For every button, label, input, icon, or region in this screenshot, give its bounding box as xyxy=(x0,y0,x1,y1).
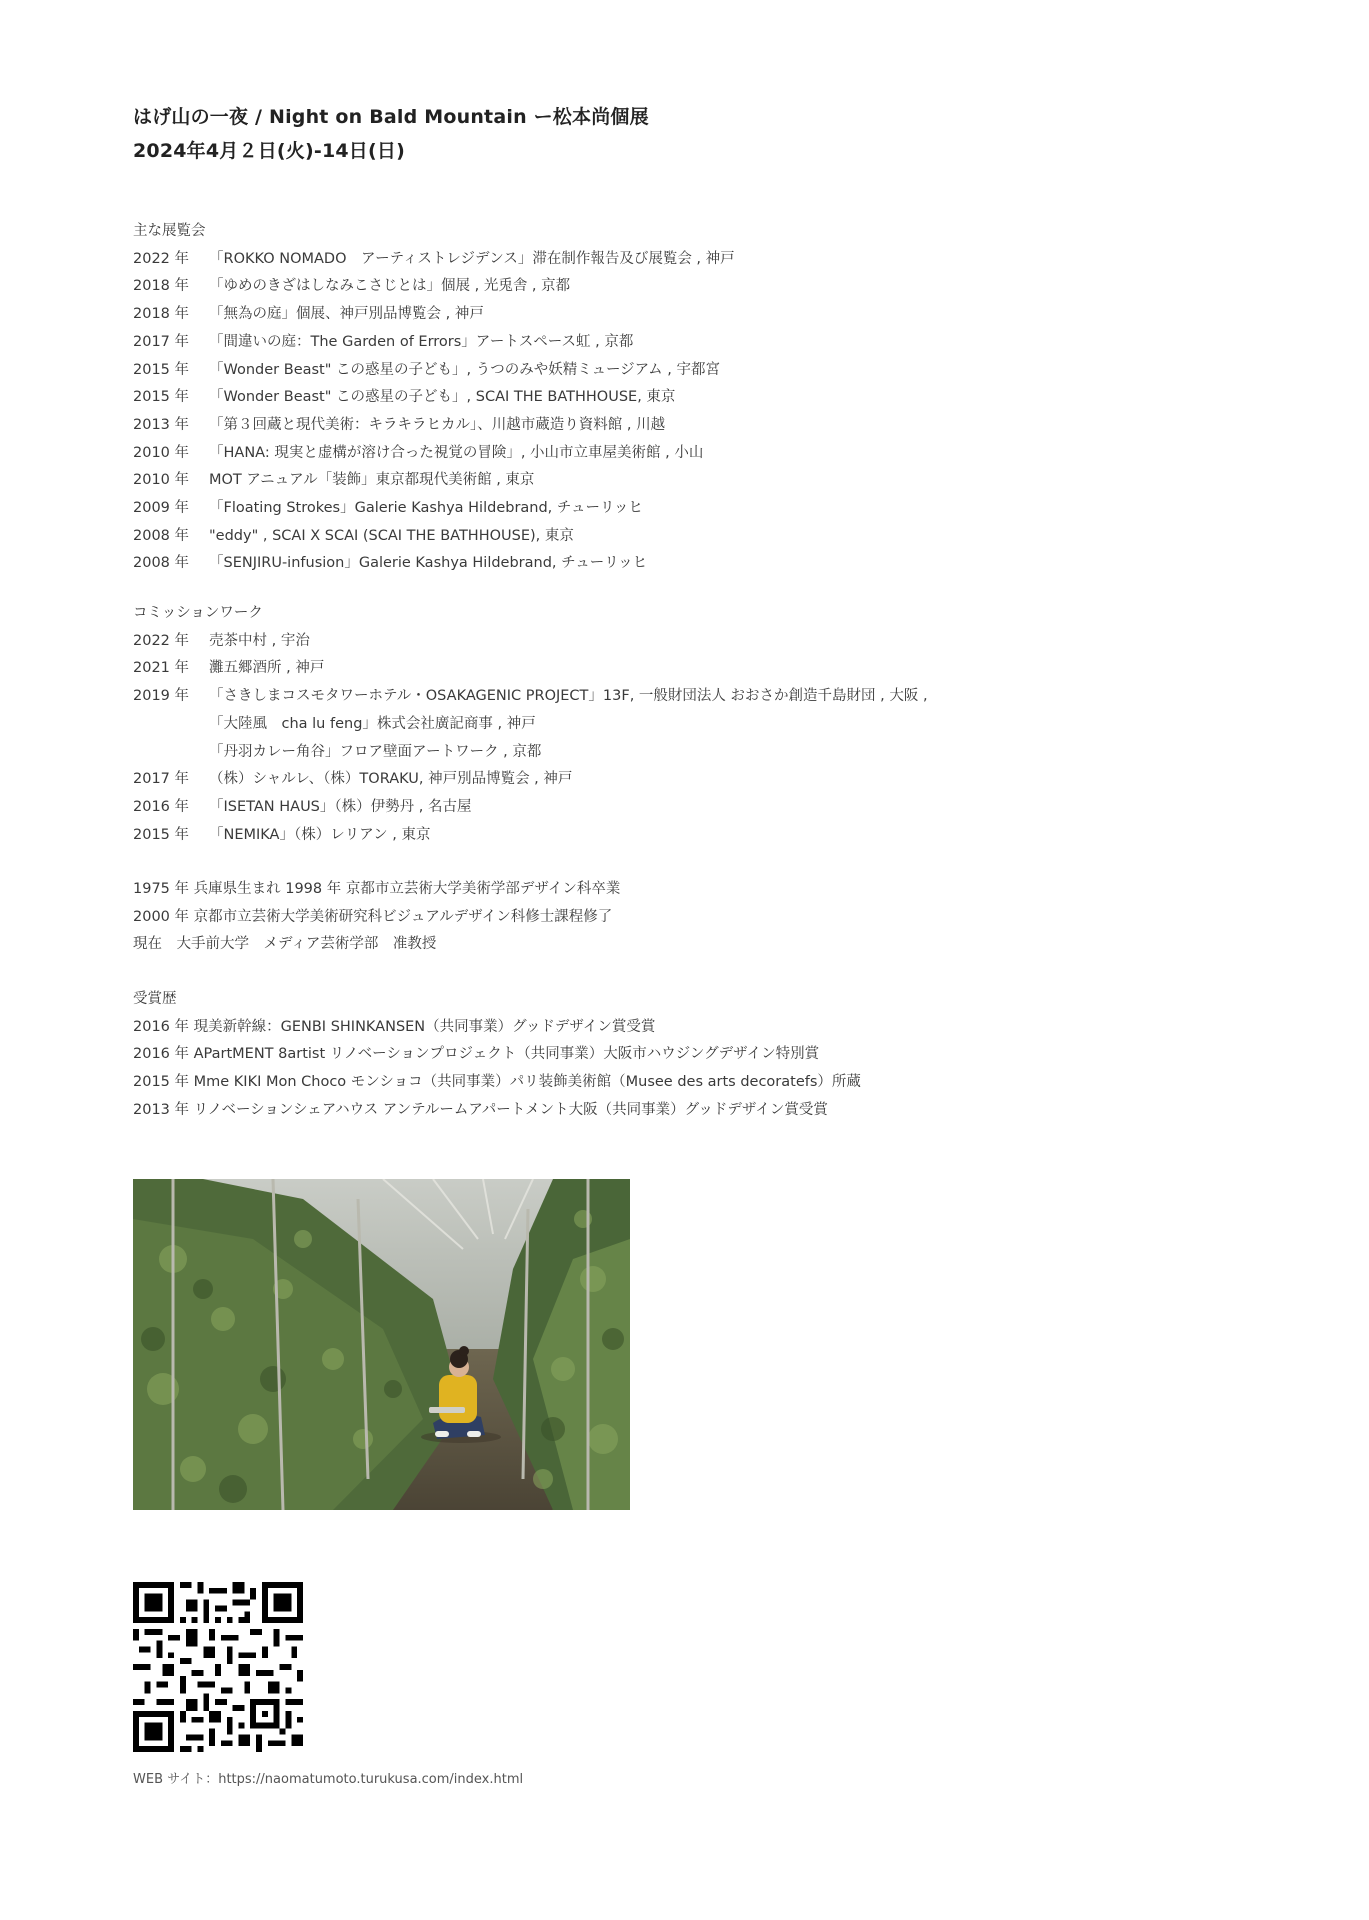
list-item: 2017 年 「間違いの庭：The Garden of Errors」アートスペース虹 , 京都 xyxy=(133,333,634,350)
biography-section xyxy=(133,876,620,959)
list-item: 2018 年 「無為の庭」個展、神戸別品博覧会 , 神戸 xyxy=(133,306,484,323)
list-item: 2015 年 「Wonder Beast" この惑星の子ども」, うつのみや妖精ミュージアム , 宇都宮 xyxy=(133,361,720,378)
list-item: 2018 年 「ゆめのきざはしなみこさじとは」個展 , 光兎舎 , 京都 xyxy=(133,278,571,295)
qr-code[interactable] xyxy=(133,1582,303,1752)
list-item: 2015 年 「Wonder Beast" この惑星の子ども」, SCAI THE BATHHOUSE, 東京 xyxy=(133,389,676,406)
list-item: 2022 年 売茶中村 , 宇治 xyxy=(133,632,310,649)
award-item: 2016 年 現美新幹線：GENBI SHINKANSEN（共同事業）グッドデザイン賞受賞 xyxy=(133,1018,656,1035)
commissions-section xyxy=(133,600,928,849)
bio-line: 1975 年 兵庫県生まれ 1998 年 京都市立芸術大学美術学部デザイン科卒業 xyxy=(133,881,621,897)
award-item: 2013 年 リノベーションシェアハウス アンテルームアパートメント大阪（共同事業）グッドデザイン賞受賞 xyxy=(133,1101,828,1118)
list-item: 2010 年 「HANA: 現実と虚構が溶け合った視覚の冒険」, 小山市立車屋美術館 , 小山 xyxy=(133,444,704,461)
list-item: 2019 年 「さきしまコスモタワーホテル・OSAKAGENIC PROJECT」13F, 一般財団法人 おおさか創造千島財団 , 大阪 , xyxy=(133,688,928,705)
list-item: 2021 年 灘五郷酒所 , 神戸 xyxy=(133,660,325,677)
list-item: 2008 年 「SENJIRU-infusion」Galerie Kashya Hildebrand, チューリッヒ xyxy=(133,555,648,572)
list-item: 「大陸風 cha lu feng」株式会社廣記商事 , 神戸 xyxy=(209,715,536,732)
title-line-1: はげ山の一夜 / Night on Bald Mountain ー松本尚個展 xyxy=(133,106,649,128)
list-item: 2008 年 "eddy" , SCAI X SCAI (SCAI THE BATHHOUSE), 東京 xyxy=(133,527,574,544)
awards-section xyxy=(133,986,861,1125)
exhibition-title xyxy=(133,100,649,168)
award-item: 2015 年 Mme KIKI Mon Choco モンショコ（共同事業）パリ装飾美術館（Musee des arts decoratefs）所蔵 xyxy=(133,1074,861,1091)
title-dates: 2024年4月２日(火)-14日(日) xyxy=(133,140,405,162)
artist-greenhouse-photo xyxy=(133,1179,630,1510)
list-item: 2010 年 MOT アニュアル「装飾」東京都現代美術館 , 東京 xyxy=(133,472,535,489)
section-heading: 主な展覧会 xyxy=(133,223,206,239)
list-item: 2015 年 「NEMIKA」（株）レリアン , 東京 xyxy=(133,826,431,843)
list-item: 2022 年 「ROKKO NOMADO アーティストレジデンス」滞在制作報告及び展覧会 , 神戸 xyxy=(133,250,735,267)
exhibitions-section xyxy=(133,218,735,578)
list-item: 2013 年 「第３回蔵と現代美術：キラキラヒカル」、川越市蔵造り資料館 , 川越 xyxy=(133,416,666,433)
award-item: 2016 年 APartMENT 8artist リノベーションプロジェクト（共同事業）大阪市ハウジングデザイン特別賞 xyxy=(133,1046,820,1063)
bio-line: 現在 大手前大学 メディア芸術学部 准教授 xyxy=(133,936,437,953)
list-item: 2016 年 「ISETAN HAUS」（株）伊勢丹 , 名古屋 xyxy=(133,798,472,815)
list-item: 「丹羽カレー角谷」フロア壁面アートワーク , 京都 xyxy=(209,743,542,760)
website-link[interactable]: WEB サイト：https://naomatumoto.turukusa.com/index.html xyxy=(133,1772,524,1787)
section-heading: 受賞歴 xyxy=(133,991,177,1007)
bio-line: 2000 年 京都市立芸術大学美術研究科ビジュアルデザイン科修士課程修了 xyxy=(133,908,613,925)
section-heading: コミッションワーク xyxy=(133,605,263,621)
list-item: 2017 年 （株）シャルレ、（株）TORAKU, 神戸別品博覧会 , 神戸 xyxy=(133,771,573,788)
list-item: 2009 年 「Floating Strokes」Galerie Kashya Hildebrand, チューリッヒ xyxy=(133,500,643,517)
